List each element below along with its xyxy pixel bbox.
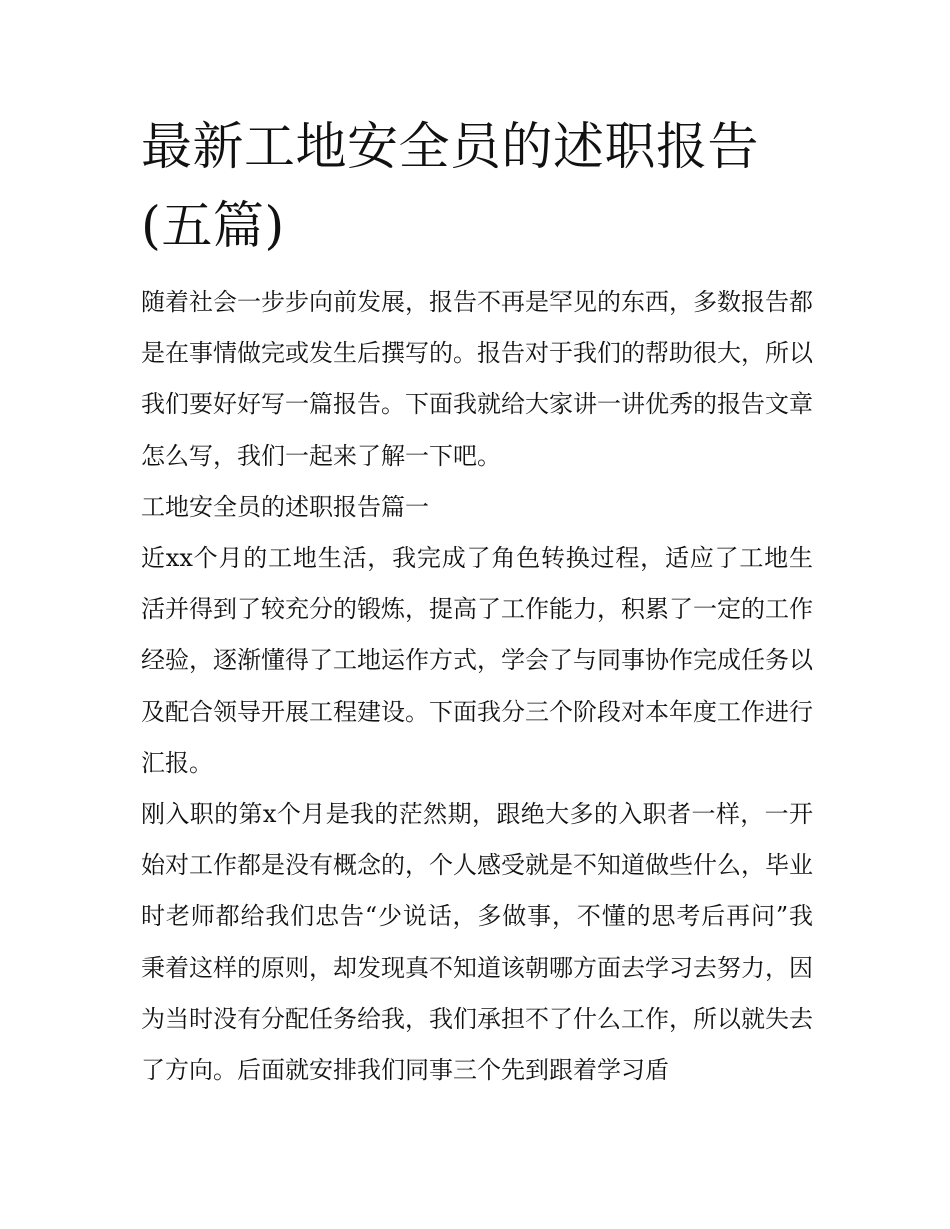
body-paragraph: 刚入职的第x个月是我的茫然期，跟绝大多的入职者一样，一开始对工作都是没有概念的，个人感受就是不知道做些什么，毕业时老师都给我们忠告“少说话，多做事，不懂的思考后再问”我秉着这样的原则，却发现真不知道该朝哪方面去学习去努力，因为当时没有分配任务给我，我们承担不了什么工作，所以就失去了方向。后面就安排我们同事三个先到跟着学习盾 xyxy=(141,800,813,1085)
intro-paragraph: 随着社会一步步向前发展，报告不再是罕见的东西，多数报告都是在事情做完或发生后撰写的。报告对于我们的帮助很大，所以我们要好好写一篇报告。下面我就给大家讲一讲优秀的报告文章怎么写，我们一起来了解一下吧。 xyxy=(141,288,813,470)
document-page xyxy=(141,108,813,1096)
document-title-text: 最新工地安全员的述职报告(五篇) xyxy=(141,118,760,256)
document-title xyxy=(141,108,813,266)
section-heading: 工地安全员的述职报告篇一 xyxy=(141,492,429,521)
document-body xyxy=(141,277,813,1096)
body-paragraph: 近xx个月的工地生活，我完成了角色转换过程，适应了工地生活并得到了较充分的锻炼，提高了工作能力，积累了一定的工作经验，逐渐懂得了工地运作方式，学会了与同事协作完成任务以及配合领导开展工程建设。下面我分三个阶段对本年度工作进行汇报。 xyxy=(141,544,813,777)
